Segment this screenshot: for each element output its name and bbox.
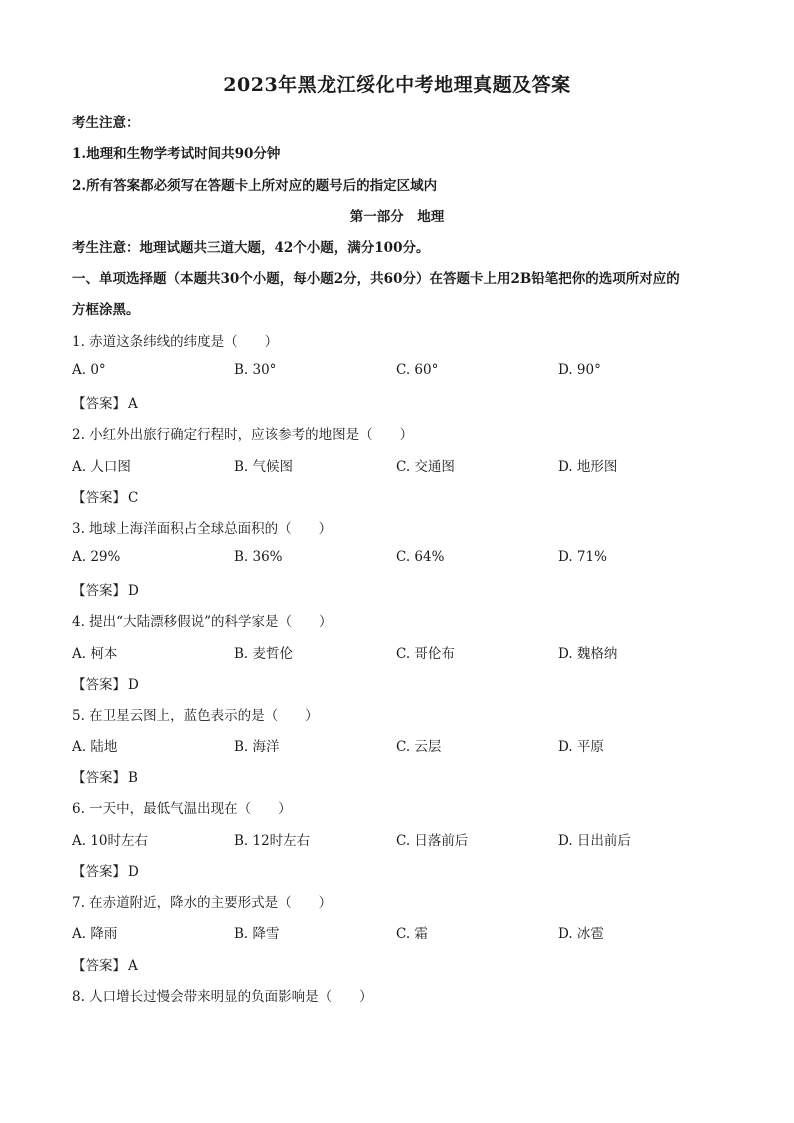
option-b: B. 30° <box>234 362 277 378</box>
option-a: A. 人口图 <box>72 459 131 475</box>
option-c: C. 交通图 <box>396 459 455 475</box>
answer-value: D <box>128 677 139 693</box>
answer-line <box>72 673 139 693</box>
answer-label: 【答案】 <box>72 583 126 599</box>
notice-heading: 考生注意： <box>72 115 140 131</box>
option-c: C. 云层 <box>396 739 442 755</box>
question-stem: 2. 小红外出旅行确定行程时，应该参考的地图是（ ） <box>72 427 414 443</box>
answer-value: B <box>128 770 138 786</box>
question-stem: 6. 一天中，最低气温出现在（ ） <box>72 801 292 817</box>
option-c: C. 哥伦布 <box>396 646 455 662</box>
option-b: B. 麦哲伦 <box>234 646 294 662</box>
notice-item-2: 2.所有答案都必须写在答题卡上所对应的题号后的指定区域内 <box>72 178 438 194</box>
option-a: A. 陆地 <box>72 739 118 755</box>
option-d: D. 冰雹 <box>558 926 604 942</box>
answer-line <box>72 579 139 599</box>
answer-value: C <box>128 490 139 506</box>
question-stem: 7. 在赤道附近，降水的主要形式是（ ） <box>72 895 333 911</box>
answer-label: 【答案】 <box>72 958 126 974</box>
notice-item-1: 1.地理和生物学考试时间共90分钟 <box>72 146 281 162</box>
option-a: A. 0° <box>72 362 106 378</box>
answer-label: 【答案】 <box>72 396 126 412</box>
question-stem: 1. 赤道这条纬线的纬度是（ ） <box>72 334 279 350</box>
answer-value: D <box>128 864 139 880</box>
section-heading: 一、单项选择题（本题共30个小题，每小题2分，共60分）在答题卡上用2B铅笔把你的选项所对应的 <box>72 271 680 287</box>
answer-line <box>72 486 138 506</box>
question-stem: 3. 地球上海洋面积占全球总面积的（ ） <box>72 521 333 537</box>
option-b: B. 气候图 <box>234 459 294 475</box>
answer-label: 【答案】 <box>72 677 126 693</box>
part-heading: 第一部分 地理 <box>349 209 445 225</box>
answer-label: 【答案】 <box>72 770 126 786</box>
question-stem: 8. 人口增长过慢会带来明显的负面影响是（ ） <box>72 989 373 1005</box>
question-stem: 5. 在卫星云图上，蓝色表示的是（ ） <box>72 708 319 724</box>
option-c: C. 60° <box>396 362 439 378</box>
option-a: A. 柯本 <box>72 646 118 662</box>
option-b: B. 36% <box>234 549 283 565</box>
option-d: D. 日出前后 <box>558 833 631 849</box>
option-c: C. 日落前后 <box>396 833 469 849</box>
answer-line <box>72 766 138 786</box>
option-b: B. 海洋 <box>234 739 280 755</box>
answer-line <box>72 954 138 974</box>
answer-label: 【答案】 <box>72 864 126 880</box>
option-c: C. 霜 <box>396 926 428 942</box>
option-d: D. 90° <box>558 362 601 378</box>
option-c: C. 64% <box>396 549 445 565</box>
option-b: B. 降雪 <box>234 926 280 942</box>
geo-notice: 考生注意：地理试题共三道大题，42个小题，满分100分。 <box>72 240 430 256</box>
answer-value: A <box>128 958 138 974</box>
option-a: A. 降雨 <box>72 926 118 942</box>
option-d: D. 魏格纳 <box>558 646 618 662</box>
answer-value: D <box>128 583 139 599</box>
question-stem: 4. 提出“大陆漂移假说”的科学家是（ ） <box>72 614 333 630</box>
section-heading-cont: 方框涂黑。 <box>72 302 140 318</box>
option-a: A. 10时左右 <box>72 833 149 849</box>
answer-line <box>72 860 139 880</box>
answer-line <box>72 392 138 412</box>
option-a: A. 29% <box>72 549 121 565</box>
option-d: D. 71% <box>558 549 607 565</box>
option-d: D. 平原 <box>558 739 604 755</box>
page-title: 2023年黑龙江绥化中考地理真题及答案 <box>223 74 571 96</box>
option-d: D. 地形图 <box>558 459 618 475</box>
answer-label: 【答案】 <box>72 490 126 506</box>
answer-value: A <box>128 396 138 412</box>
option-b: B. 12时左右 <box>234 833 311 849</box>
